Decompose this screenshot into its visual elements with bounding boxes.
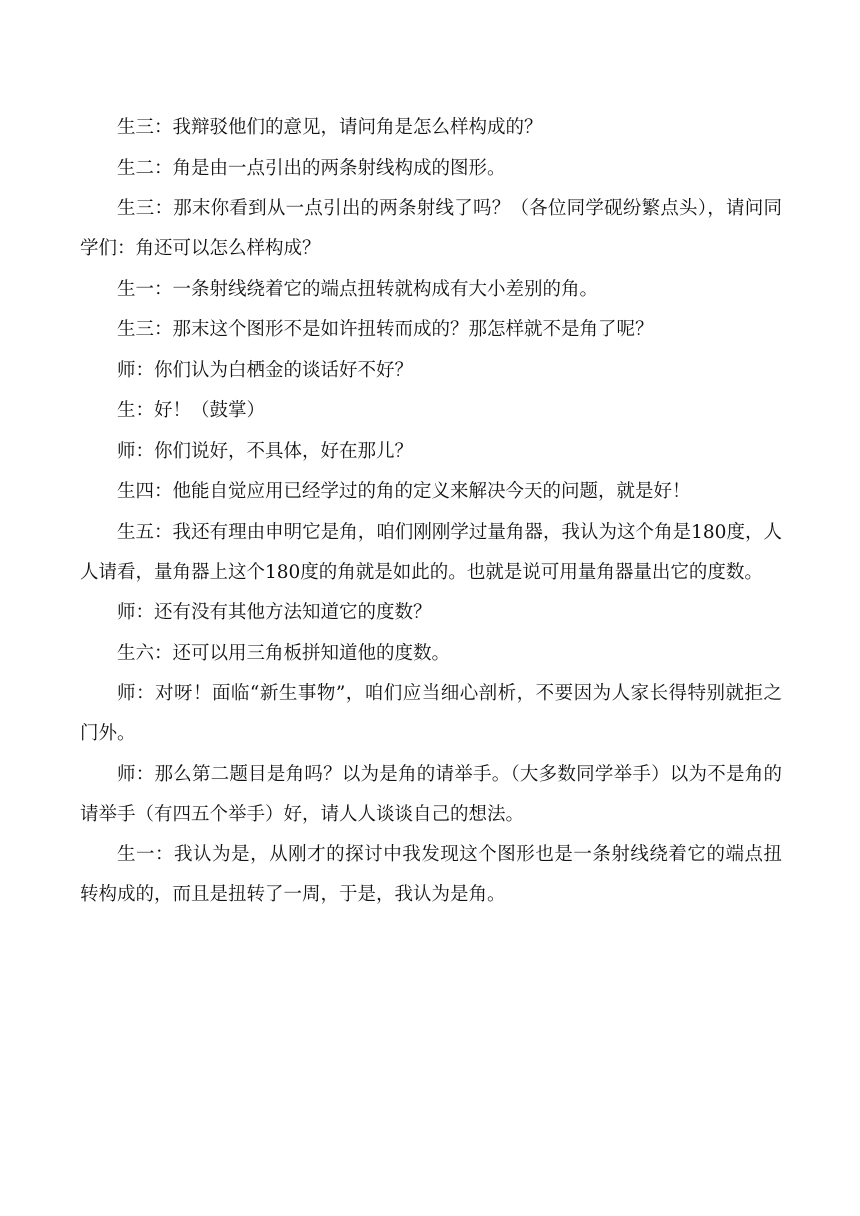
dialogue-paragraph: 生六：还可以用三角板拼知道他的度数。 [117, 642, 451, 664]
dialogue-paragraph: 生四：他能自觉应用已经学过的角的定义来解决今天的问题，就是好！ [117, 481, 691, 502]
dialogue-paragraph: 师：你们说好，不具体，好在那儿？ [117, 440, 414, 462]
dialogue-paragraph: 师：你们认为白栖金的谈话好不好？ [117, 359, 414, 381]
dialogue-paragraph: 生一：我认为是，从刚才的探讨中我发现这个图形也是一条射线绕着它的端点扭转构成的，而且是扭转了一周，于是，我认为是角。 [80, 844, 782, 905]
dialogue-paragraph: 生：好！（鼓掌） [117, 400, 266, 421]
document-body [80, 108, 782, 916]
dialogue-paragraph: 生五：我还有理由申明它是角，咱们刚刚学过量角器，我认为这个角是180度，人人请看，量角器上这个180度的角就是如此的。也就是说可用量角器量出它的度数。 [80, 521, 782, 583]
dialogue-paragraph: 生三：那末这个图形不是如许扭转而成的？那怎样就不是角了呢？ [117, 319, 654, 340]
dialogue-paragraph: 师：还有没有其他方法知道它的度数？ [117, 602, 432, 623]
dialogue-paragraph: 生二：角是由一点引出的两条射线构成的图形。 [117, 157, 506, 179]
dialogue-paragraph: 生三：我辩驳他们的意见，请问角是怎么样构成的？ [117, 117, 543, 138]
dialogue-paragraph: 生三：那末你看到从一点引出的两条射线了吗？（各位同学砚纷繁点头），请问同学们：角还可以怎么样构成？ [80, 198, 782, 259]
dialogue-paragraph: 生一：一条射线绕着它的端点扭转就构成有大小差别的角。 [117, 278, 599, 300]
dialogue-paragraph: 师：那么第二题目是角吗？以为是角的请举手。（大多数同学举手）以为不是角的请举手（有四五个举手）好，请人人谈谈自己的想法。 [80, 763, 782, 825]
dialogue-paragraph: 师：对呀！面临“新生事物”，咱们应当细心剖析，不要因为人家长得特别就拒之门外。 [80, 683, 782, 744]
